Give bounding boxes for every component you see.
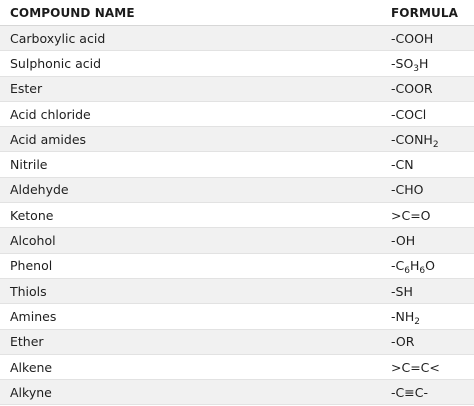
compound-name-cell: Sulphonic acid: [10, 55, 102, 71]
formula-cell: >C=C<: [391, 359, 440, 375]
table-row: [0, 203, 474, 228]
formula-cell: -SH: [391, 283, 413, 299]
formula-cell: -CN: [391, 157, 414, 173]
table-row: [0, 254, 474, 279]
table-body: [0, 26, 474, 405]
compound-name-cell: Carboxylic acid: [10, 30, 106, 46]
table-row: [0, 51, 474, 76]
formula-cell: -CHO: [391, 182, 424, 198]
table-header: [0, 0, 474, 26]
table-row: [0, 77, 474, 102]
formula-cell: -COOR: [391, 81, 433, 97]
compound-name-cell: Thiols: [10, 283, 47, 299]
compound-name-cell: Acid amides: [10, 131, 87, 147]
formula-cell: -C≡C-: [391, 384, 428, 400]
table-row: [0, 279, 474, 304]
compound-name-cell: Aldehyde: [10, 182, 69, 198]
compound-name-cell: Acid chloride: [10, 106, 91, 122]
header-formula: FORMULA: [391, 5, 458, 20]
formula-cell: -COOH: [391, 30, 434, 46]
table-row: [0, 330, 474, 355]
formula-cell: $-NH_2$: [391, 308, 420, 327]
header-compound-name: COMPOUND NAME: [10, 5, 135, 20]
table-row: [0, 355, 474, 380]
formula-cell: $-C_6H_6O$: [391, 258, 435, 277]
compound-name-cell: Ester: [10, 81, 43, 97]
table-row: [0, 228, 474, 253]
formula-cell: -OR: [391, 334, 415, 350]
formula-cell: >C=O: [391, 207, 431, 223]
table-row: [0, 152, 474, 177]
compound-name-cell: Ketone: [10, 207, 54, 223]
formula-cell: $-CONH_2$: [391, 131, 439, 150]
compound-name-cell: Phenol: [10, 258, 53, 274]
compound-name-cell: Amines: [10, 308, 57, 324]
table-row: [0, 127, 474, 152]
compound-name-cell: Alcohol: [10, 233, 56, 249]
compound-name-cell: Alkene: [10, 359, 53, 375]
table-row: [0, 380, 474, 405]
formula-cell: -COCl: [391, 106, 427, 122]
compound-name-cell: Alkyne: [10, 384, 52, 400]
table-row: [0, 26, 474, 51]
table-row: [0, 304, 474, 329]
formula-cell: $-SO_3H$: [391, 55, 429, 74]
formula-cell: -OH: [391, 233, 416, 249]
table-row: [0, 178, 474, 203]
table-row: [0, 102, 474, 127]
compound-name-cell: Ether: [10, 334, 44, 350]
compound-name-cell: Nitrile: [10, 157, 48, 173]
